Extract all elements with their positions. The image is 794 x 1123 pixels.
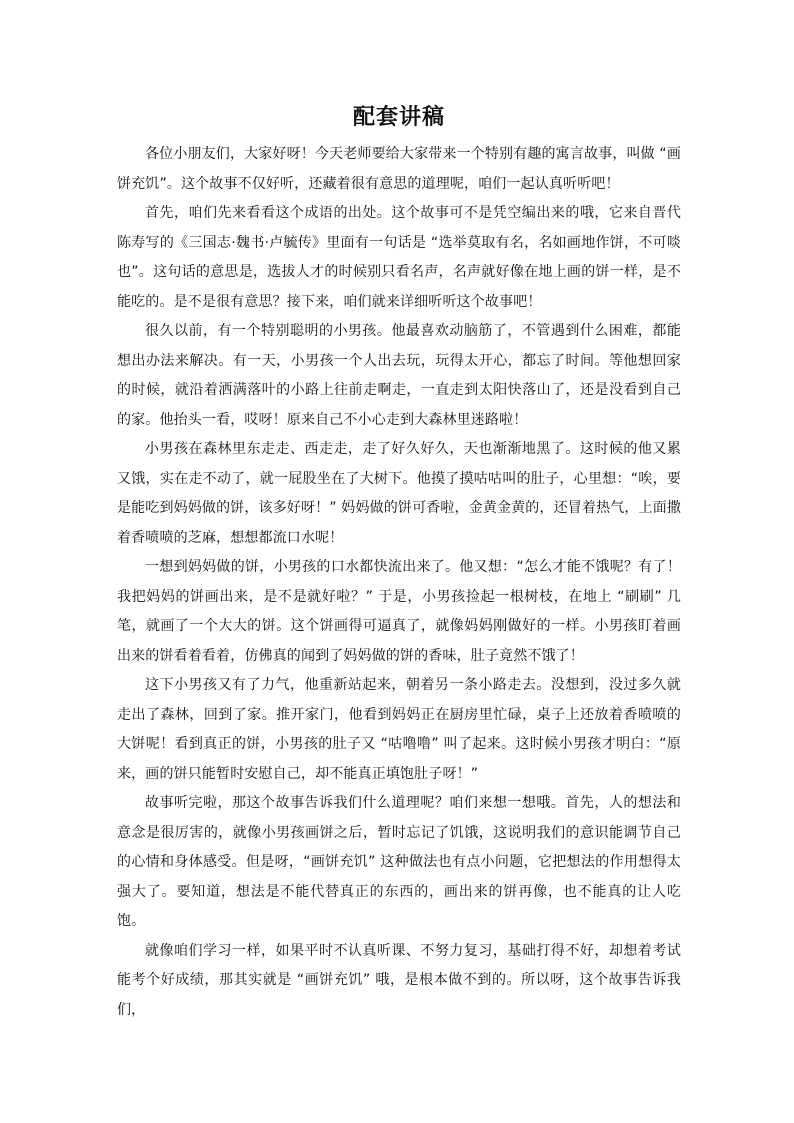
paragraph-lesson: 故事听完啦，那这个故事告诉我们什么道理呢？咱们来想一想哦。首先，人的想法和意念是很厉害的，就像小男孩画饼之后，暂时忘记了饥饿，这说明我们的意识能调节自己的心情和身体感受。但是呀，“画饼充饥” 这种做法也有点小问题，它把想法的作用想得太强大了。要知道，想法是不能代替真正的东西的，画出来的饼再像，也不能真的让人吃饱。 xyxy=(117,795,681,929)
paragraph-lost-boy: 很久以前，有一个特别聪明的小男孩。他最喜欢动脑筋了，不管遇到什么困难，都能想出办法来解决。有一天，小男孩一个人出去玩，玩得太开心，都忘了时间。等他想回家的时候，就沿着洒满落叶的小路上往前走啊走，一直走到太阳快落山了，还是没看到自己的家。他抬头一看，哎呀！原来自己不小心走到大森林里迷路啦！ xyxy=(117,323,681,428)
document-title: 配套讲稿 xyxy=(352,105,445,130)
paragraph-hungry: 小男孩在森林里东走走、西走走，走了好久好久，天也渐渐地黑了。这时候的他又累又饿，实在走不动了，就一屁股坐在了大树下。他摸了摸咕咕叫的肚子，心里想：“唉，要是能吃到妈妈做的饼，该多好呀！” 妈妈做的饼可香啦，金黄金黄的，还冒着热气，上面撒着香喷喷的芝麻，想想都流口水呢！ xyxy=(117,441,681,546)
paragraph-origin: 首先，咱们先来看看这个成语的出处。这个故事可不是凭空编出来的哦，它来自晋代陈寿写的《三国志·魏书·卢毓传》里面有一句话是 “选举莫取有名，名如画地作饼，不可啖也”。这句话的意思是，选拔人才的时候别只看名声，名声就好像在地上画的饼一样，是不能吃的。是不是很有意思？接下来，咱们就来详细听听这个故事吧！ xyxy=(117,205,681,310)
paragraph-return-home: 这下小男孩又有了力气，他重新站起来，朝着另一条小路走去。没想到，没过多久就走出了森林，回到了家。推开家门，他看到妈妈正在厨房里忙碌，桌子上还放着香喷喷的大饼呢！看到真正的饼，小男孩的肚子又 “咕噜噜” 叫了起来。这时候小男孩才明白：“原来，画的饼只能暂时安慰自己，却不能真正填饱肚子呀！” xyxy=(117,677,681,782)
paragraph-draw-cake: 一想到妈妈做的饼，小男孩的口水都快流出来了。他又想：“怎么才能不饿呢？有了！我把妈妈的饼画出来，是不是就好啦？” 于是，小男孩捡起一根树枝，在地上 “刷刷” 几笔，就画了一个大大的饼。这个饼画得可逼真了，就像妈妈刚做好的一样。小男孩盯着画出来的饼看着看着，仿佛真的闻到了妈妈做的饼的香味，肚子竟然不饿了！ xyxy=(117,559,681,664)
document-page xyxy=(117,96,681,1025)
paragraph-greeting: 各位小朋友们，大家好呀！今天老师要给大家带来一个特别有趣的寓言故事，叫做 “画饼充饥”。这个故事不仅好听，还藏着很有意思的道理呢，咱们一起认真听听吧！ xyxy=(117,146,681,192)
paragraph-study-analogy: 就像咱们学习一样，如果平时不认真听课、不努力复习，基础打得不好，却想着考试能考个好成绩，那其实就是 “画饼充饥” 哦，是根本做不到的。所以呀，这个故事告诉我们， xyxy=(117,942,681,1018)
